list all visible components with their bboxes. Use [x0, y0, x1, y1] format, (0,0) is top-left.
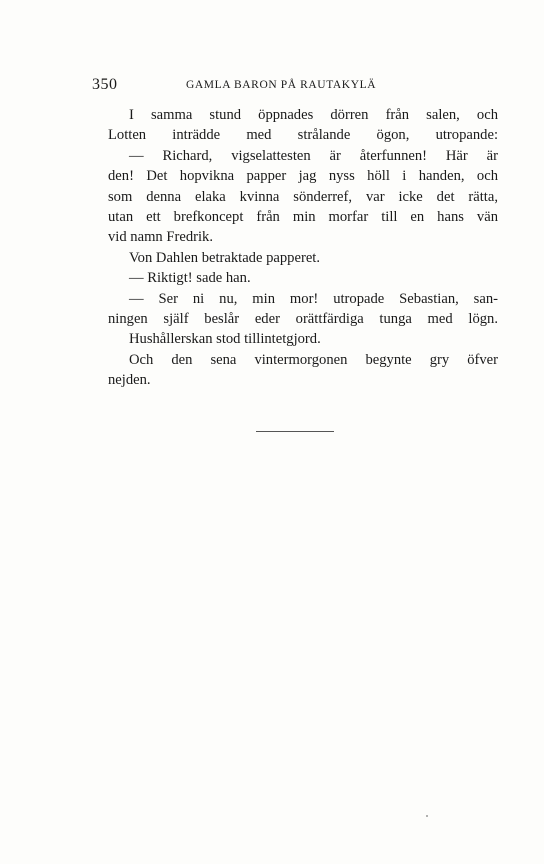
text-line: I samma stund öppnades dörren från salen, och [129, 107, 498, 123]
text-line: utan ett brefkoncept från min morfar till en hans vän [108, 208, 498, 225]
text-line: — Riktigt! sade han. [129, 270, 251, 287]
text-line: som denna elaka kvinna sönderref, var icke det rätta, [108, 188, 498, 205]
body-text [108, 105, 498, 390]
text-line: den! Det hopvikna papper jag nyss höll i handen, och [108, 168, 498, 185]
text-line: Von Dahlen betraktade papperet. [129, 249, 320, 266]
text-line: Lotten inträdde med strålande ögon, utropande: [108, 127, 498, 144]
page-number: 350 [92, 76, 118, 93]
running-head: GAMLA BARON PÅ RAUTAKYLÄ [186, 79, 377, 91]
page-header [92, 76, 504, 98]
text-line: — Richard, vigselattesten är återfunnen! Här är [129, 147, 498, 164]
chapter-end-rule [256, 431, 334, 432]
text-line: Och den sena vintermorgonen begynte gry öfver [129, 351, 498, 368]
text-line: Hushållerskan stod tillintetgjord. [129, 331, 321, 348]
text-line: — Ser ni nu, min mor! utropade Sebastian, san- [129, 290, 498, 307]
text-line: ningen själf beslår eder orättfärdiga tunga med lögn. [108, 310, 498, 327]
text-line: nejden. [108, 372, 151, 389]
text-line: vid namn Fredrik. [108, 229, 213, 246]
paper-speck [426, 815, 428, 817]
